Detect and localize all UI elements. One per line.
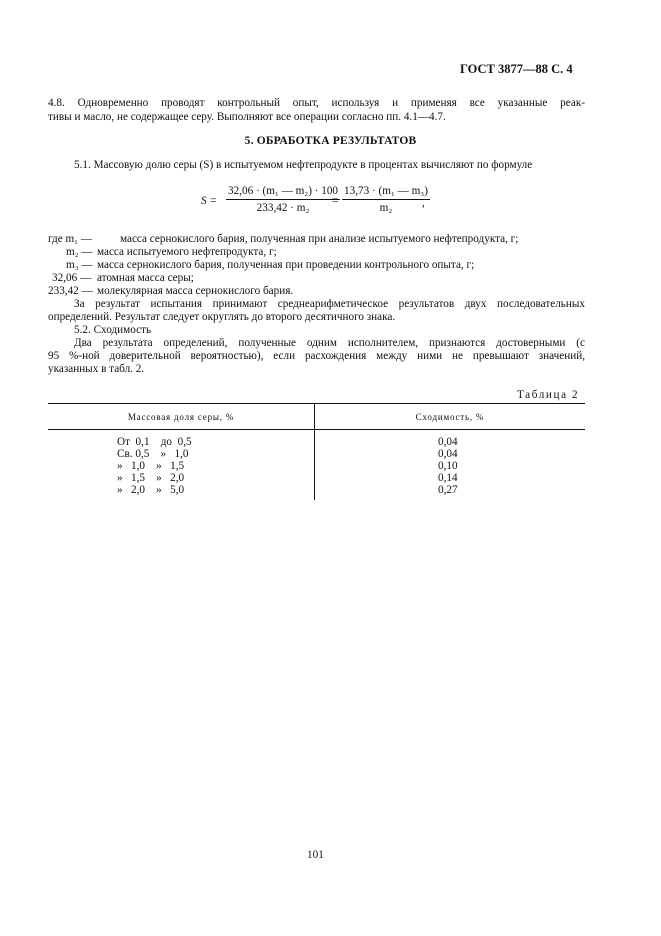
- table-row-1-value: 0,04: [438, 436, 458, 448]
- table-header-sulfur: Массовая доля серы, %: [127, 412, 235, 422]
- para-5-2-title: 5.2. Сходимость: [74, 324, 152, 336]
- para-4-8-line1: 4.8. Одновременно проводят контрольный опыт, используя и применяя все указанные реак-: [48, 97, 585, 109]
- table-row-1-range: От 0,1 до 0,5: [117, 436, 192, 448]
- formula-lhs: S =: [201, 195, 217, 207]
- where-item-5-text: молекулярная масса сернокислого бария.: [97, 285, 294, 297]
- where-item-4-text: атомная масса серы;: [97, 272, 194, 284]
- section-title: 5. ОБРАБОТКА РЕЗУЛЬТАТОВ: [244, 135, 417, 147]
- where-item-5-label: 233,42 —: [48, 285, 93, 297]
- table-row-5-range: » 2,0 » 5,0: [117, 484, 185, 496]
- formula-fraction-1: [226, 184, 340, 215]
- table-row-3-value: 0,10: [438, 460, 458, 472]
- where-item-1-text: масса сернокислого бария, полученная при анализе испытуемого нефтепродукта, г;: [120, 233, 519, 245]
- formula-fraction-2-denominator: m₂: [379, 202, 393, 214]
- where-item-3-label: m₃ —: [66, 259, 93, 271]
- table-caption: Таблица 2: [517, 389, 580, 401]
- table-header-rule: [48, 429, 585, 430]
- formula-comma: ,: [422, 197, 425, 209]
- where-item-3-text: масса сернокислого бария, полученная при проведении контрольного опыта, г;: [97, 259, 475, 271]
- table-row-3-range: » 1,0 » 1,5: [117, 460, 185, 472]
- formula-equals: =: [332, 195, 339, 207]
- formula-fraction-2-numerator: 13,73 · (m₁ — m₃): [342, 184, 430, 200]
- page-header: ГОСТ 3877—88 С. 4: [460, 62, 573, 76]
- para-5-2-line1: Два результата определений, полученные одним исполнителем, признаются достоверными (с: [74, 337, 585, 349]
- where-item-2-text: масса испытуемого нефтепродукта, г;: [97, 246, 277, 258]
- formula-fraction-2: [342, 184, 430, 215]
- table-row-4-range: » 1,5 » 2,0: [117, 472, 185, 484]
- table-header-repeatability: Сходимость, %: [415, 412, 485, 422]
- result-para-line1: За результат испытания принимают среднеарифметическое результатов двух последовательных: [74, 298, 585, 310]
- table-top-rule: [48, 403, 585, 404]
- where-item-2-label: m₂ —: [66, 246, 93, 258]
- para-5-2-line2: 95 %-ной доверительной вероятностью), если расхождения между ними не превышают значений,: [48, 350, 585, 362]
- table-row-2-value: 0,04: [438, 448, 458, 460]
- table-row-2-range: Св. 0,5 » 1,0: [117, 448, 189, 460]
- page-number: 101: [307, 849, 324, 861]
- formula-fraction-1-numerator: 32,06 · (m₁ — m₂) · 100: [226, 184, 340, 200]
- where-item-1-label: где m₁ —: [48, 233, 93, 245]
- result-para-line2: определений. Результат следует округлять до второго десятичного знака.: [48, 311, 396, 323]
- table-row-5-value: 0,27: [438, 484, 458, 496]
- formula-fraction-1-denominator: 233,42 · m₂: [256, 202, 310, 214]
- para-4-8-line2: тивы и масло, не содержащее серу. Выполняют все операции согласно пп. 4.1—4.7.: [48, 111, 446, 123]
- table-row-4-value: 0,14: [438, 472, 458, 484]
- where-item-4-label: 32,06 —: [52, 272, 92, 284]
- para-5-1: 5.1. Массовую долю серы (S) в испытуемом нефтепродукте в процентах вычисляют по формуле: [74, 159, 533, 171]
- para-5-2-line3: указанных в табл. 2.: [48, 363, 145, 375]
